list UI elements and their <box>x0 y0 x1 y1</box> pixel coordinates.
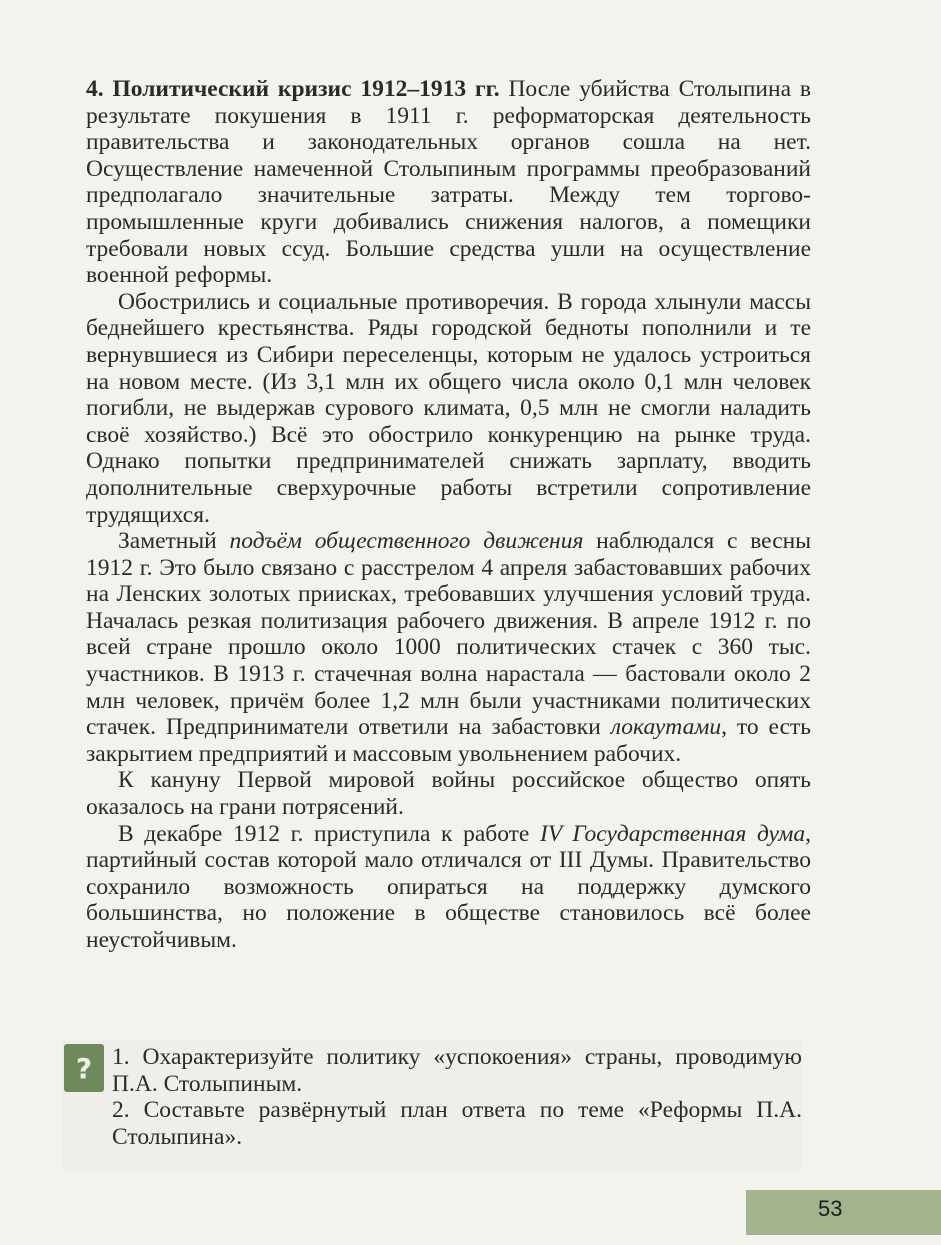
paragraph-3-text-b: наблюдался с весны 1912 г. Это было связано с расстрелом 4 апреля забастовавших рабочих на Ленских золотых приисках, требовавших улучшения условий труда. Началась резкая политизация рабочего движения. В апреле 1912 г. по всей стране прошло около 1000 политических стачек с 360 тыс. участников. В 1913 г. стачечная волна нарастала — бастовали около 2 млн человек, причём более 1,2 млн были участниками политических стачек. Предприниматели ответили на забастовки <box>86 528 811 741</box>
term-fourth-duma: IV Государственная дума <box>540 820 806 847</box>
paragraph-1 <box>86 76 811 289</box>
section-heading: 4. Политический кризис 1912–1913 гг. <box>86 76 500 102</box>
question-1: 1. Охарактеризуйте политику «успокоения» страны, проводимую П.А. Столыпиным. <box>112 1044 802 1097</box>
paragraph-1-text: После убийства Столыпина в результате покушения в 1911 г. реформаторская деятельность правительства и законодательных органов сошла на нет. Осуществление намеченной Столыпиным программы преобразований предполагало значительные затраты. Между тем торгово-промышленные круги добивались снижения налогов, а помещики требовали новых ссуд. Большие средства ушли на осуществление военной реформы. <box>86 76 811 289</box>
page-number-tab <box>746 1190 941 1235</box>
paragraph-5 <box>86 821 811 954</box>
page-number: 53 <box>818 1196 843 1221</box>
paragraph-3 <box>86 528 811 767</box>
question-2: 2. Составьте развёрнутый план ответа по теме «Реформы П.А. Столыпина». <box>112 1097 802 1150</box>
paragraph-5-text-a: В декабре 1912 г. приступила к работе <box>118 820 540 847</box>
paragraph-3-text-c: , то есть закрытием предприятий и массовым увольнением рабочих. <box>86 714 811 767</box>
paragraph-4: К кануну Первой мировой войны российское общество опять оказалось на грани потрясений. <box>86 767 811 821</box>
question-icon: ? <box>64 1044 104 1092</box>
term-lockouts: локаутами <box>610 714 722 741</box>
paragraph-3-text-a: Заметный <box>118 528 230 555</box>
paragraph-2: Обострились и социальные противоречия. В города хлынули массы беднейшего крестьянства. Ряды городской бедноты пополнили и те вернувшиеся из Сибири переселенцы, которым не удалось устроиться на новом месте. (Из 3,1 млн их общего числа около 0,1 млн человек погибли, не выдержав сурового климата, 0,5 млн не смогли наладить своё хозяйство.) Всё это обострило конкуренцию на рынке труда. Однако попытки предпринимателей снижать зарплату, вводить дополнительные сверхурочные работы встретили сопротивление трудящихся. <box>86 288 811 528</box>
paragraph-5-text-b: , партийный состав которой мало отличался от III Думы. Правительство сохранило возможность опираться на поддержку думского большинства, но положение в обществе становилось всё более неустойчивым. <box>86 820 811 953</box>
main-text <box>86 76 811 954</box>
term-social-movement: подъём общественного движения <box>229 528 584 555</box>
review-questions <box>62 1040 802 1170</box>
question-list <box>112 1044 802 1150</box>
